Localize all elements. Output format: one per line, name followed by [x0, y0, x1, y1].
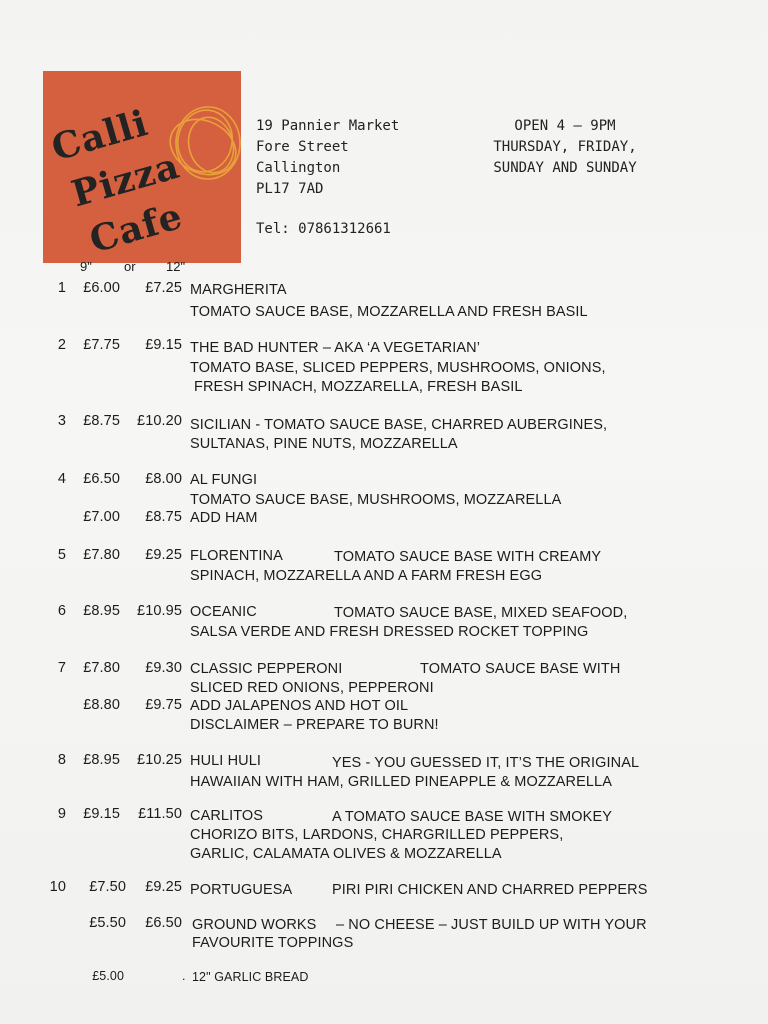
item-name: PORTUGUESA [190, 882, 293, 898]
item-name: THE BAD HUNTER – AKA ‘A VEGETARIAN’ [190, 340, 481, 356]
item-description: PIRI PIRI CHICKEN AND CHARRED PEPPERS [332, 882, 648, 898]
telephone: Tel: 07861312661 [256, 221, 391, 237]
item-description: TOMATO SAUCE BASE, MUSHROOMS, MOZZARELLA [190, 492, 562, 508]
price-9-inch: £8.95 [83, 603, 120, 619]
address-line: Callington [256, 160, 341, 176]
item-name: GROUND WORKS [192, 917, 317, 933]
item-description: FRESH SPINACH, MOZZARELLA, FRESH BASIL [194, 379, 523, 395]
price-12-inch: £9.25 [145, 879, 182, 895]
price-12-inch: £10.20 [137, 413, 182, 429]
price-12-inch: £7.25 [145, 280, 182, 296]
item-description: SALSA VERDE AND FRESH DRESSED ROCKET TOPPING [190, 624, 589, 640]
logo-text-cafe: Cafe [85, 194, 188, 262]
item-description: GARLIC, CALAMATA OLIVES & MOZZARELLA [190, 846, 502, 862]
price-9-inch: £9.15 [83, 806, 120, 822]
price-12-inch: £8.00 [145, 471, 182, 487]
item-disclaimer: DISCLAIMER – PREPARE TO BURN! [190, 717, 439, 733]
item-number: 6 [57, 603, 66, 619]
item-name: MARGHERITA [190, 282, 287, 298]
price-separator: . [182, 969, 186, 983]
item-description: CHORIZO BITS, LARDONS, CHARGRILLED PEPPERS, [190, 827, 564, 843]
item-number: 9 [57, 806, 66, 822]
item-description: TOMATO SAUCE BASE WITH [420, 661, 621, 677]
address-line: Fore Street [256, 139, 349, 155]
logo-text-pizza: Pizza [67, 144, 185, 216]
item-number: 3 [57, 413, 66, 429]
item-extra: ADD JALAPENOS AND HOT OIL [190, 698, 409, 714]
item-name: SICILIAN - TOMATO SAUCE BASE, CHARRED AUBERGINES, [190, 417, 608, 433]
extra-price-12-inch: £8.75 [145, 509, 182, 525]
item-description: TOMATO SAUCE BASE, MIXED SEAFOOD, [334, 605, 628, 621]
item-description: HAWAIIAN WITH HAM, GRILLED PINEAPPLE & MOZZARELLA [190, 774, 612, 790]
price-9-inch: £8.95 [83, 752, 120, 768]
item-extra: ADD HAM [190, 510, 258, 526]
item-description: TOMATO SAUCE BASE WITH CREAMY [334, 549, 602, 565]
extra-price-9-inch: £7.00 [83, 509, 120, 525]
item-name: 12" GARLIC BREAD [192, 970, 309, 984]
item-description: SULTANAS, PINE NUTS, MOZZARELLA [190, 436, 458, 452]
address-block [256, 116, 399, 200]
price-12-inch: £11.50 [138, 806, 182, 822]
price-9-inch: £7.50 [89, 879, 126, 895]
address-line: PL17 7AD [256, 181, 324, 197]
item-description: YES - YOU GUESSED IT, IT’S THE ORIGINAL [332, 755, 640, 771]
item-number: 2 [57, 337, 66, 353]
cafe-logo [43, 71, 241, 263]
item-number: 1 [57, 280, 66, 296]
price-9-inch: £5.50 [89, 915, 126, 931]
item-description: A TOMATO SAUCE BASE WITH SMOKEY [332, 809, 613, 825]
item-description: – NO CHEESE – JUST BUILD UP WITH YOUR [336, 917, 647, 933]
size-header-9: 9" [80, 259, 92, 274]
price-9-inch: £7.75 [83, 337, 120, 353]
price-12-inch: £9.25 [145, 547, 182, 563]
price-9-inch: £8.75 [83, 413, 120, 429]
hours-line: SUNDAY AND SUNDAY [493, 160, 637, 176]
item-description: TOMATO BASE, SLICED PEPPERS, MUSHROOMS, ONIONS, [190, 360, 606, 376]
item-number: 7 [57, 660, 66, 676]
address-line: 19 Pannier Market [256, 118, 400, 134]
item-name: FLORENTINA [190, 548, 283, 564]
extra-price-12-inch: £9.75 [145, 697, 182, 713]
price-12-inch: £9.15 [145, 337, 182, 353]
item-name: OCEANIC [190, 604, 257, 620]
item-number: 4 [57, 471, 66, 487]
opening-hours [470, 116, 660, 179]
hours-line: THURSDAY, FRIDAY, [493, 139, 637, 155]
size-header-12: 12" [166, 259, 186, 274]
price-12-inch: £6.50 [145, 915, 182, 931]
size-header-or: or [124, 259, 136, 274]
item-name: HULI HULI [190, 753, 261, 769]
price-12-inch: £10.25 [137, 752, 182, 768]
price-garlic-bread: £5.00 [92, 969, 124, 983]
item-description: SLICED RED ONIONS, PEPPERONI [190, 680, 434, 696]
price-9-inch: £7.80 [83, 660, 120, 676]
price-9-inch: £6.00 [83, 280, 120, 296]
price-12-inch: £9.30 [145, 660, 182, 676]
item-description: SPINACH, MOZZARELLA AND A FARM FRESH EGG [190, 568, 543, 584]
item-description: FAVOURITE TOPPINGS [192, 935, 354, 951]
price-9-inch: £6.50 [83, 471, 120, 487]
price-12-inch: £10.95 [137, 603, 182, 619]
item-name: CARLITOS [190, 808, 264, 824]
hours-line: OPEN 4 – 9PM [514, 118, 616, 134]
item-name: AL FUNGI [190, 472, 258, 488]
item-number: 5 [57, 547, 66, 563]
extra-price-9-inch: £8.80 [83, 697, 120, 713]
item-number: 8 [57, 752, 66, 768]
logo-text-calli: Calli [47, 101, 153, 170]
item-description: TOMATO SAUCE BASE, MOZZARELLA AND FRESH BASIL [190, 304, 588, 320]
price-9-inch: £7.80 [83, 547, 120, 563]
item-name: CLASSIC PEPPERONI [190, 661, 343, 677]
item-number: 10 [49, 879, 66, 895]
